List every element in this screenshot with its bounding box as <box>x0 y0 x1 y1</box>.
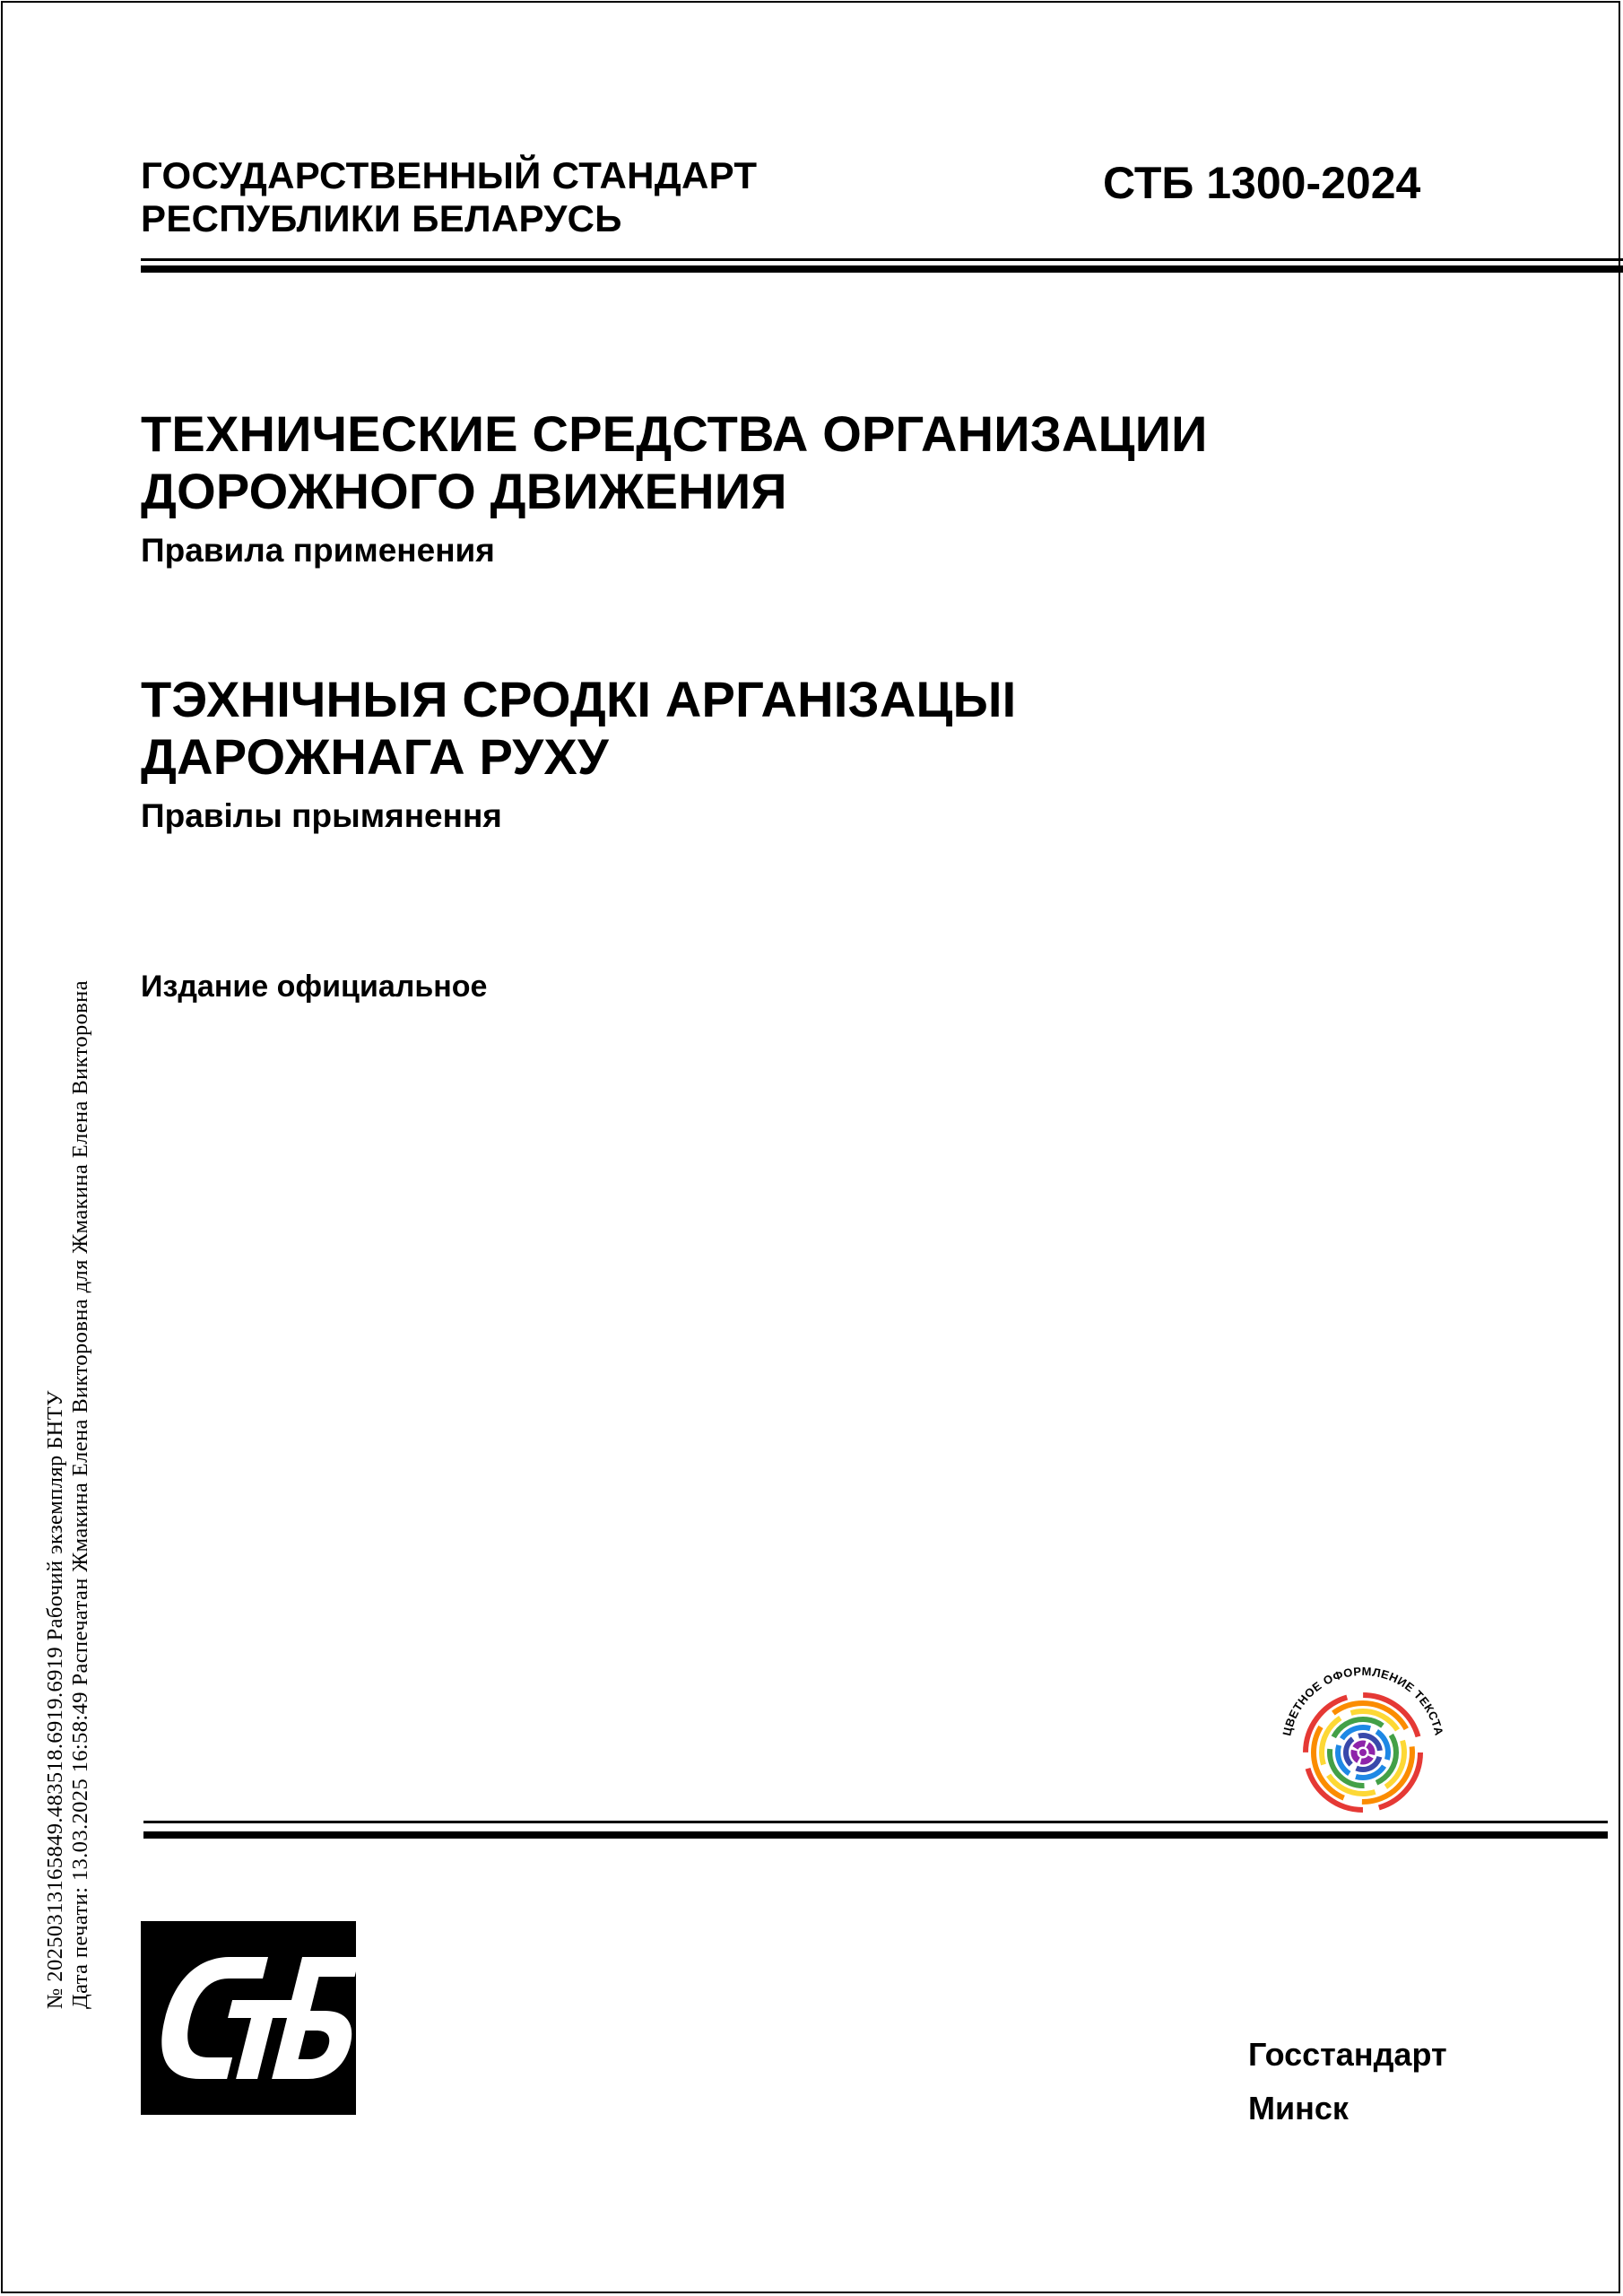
footer-rule-thin <box>143 1821 1608 1823</box>
seal-center-dot <box>1359 1749 1367 1756</box>
title-by-line2: ДАРОЖНАГА РУХУ <box>141 728 609 785</box>
standard-type-line2: РЕСПУБЛИКИ БЕЛАРУСЬ <box>141 197 622 239</box>
seal-text: ЦВЕТНОЕ ОФОРМЛЕНИЕ ТЕКСТА <box>1280 1664 1446 1737</box>
subtitle-by: Правілы прымянення <box>141 797 502 834</box>
standard-code: СТБ 1300-2024 <box>1103 158 1421 208</box>
stb-logo-mark <box>141 1921 356 2115</box>
title-ru-line1: ТЕХНИЧЕСКИЕ СРЕДСТВА ОРГАНИЗАЦИИ <box>141 405 1208 462</box>
footer-rule-thick <box>143 1831 1608 1839</box>
standard-type-line1: ГОСУДАРСТВЕННЫЙ СТАНДАРТ <box>141 154 758 196</box>
header-rule-thick <box>141 265 1623 273</box>
publisher-city: Минск <box>1248 2090 1349 2126</box>
title-by-line1: ТЭХНІЧНЫЯ СРОДКІ АРГАНІЗАЦЫІ <box>141 671 1017 727</box>
title-ru-line2: ДОРОЖНОГО ДВИЖЕНИЯ <box>141 463 787 519</box>
edition-note: Издание официальное <box>141 970 488 1004</box>
side-stamp-line2: Дата печати: 13.03.2025 16:58:49 Распечатан Жмакина Елена Викторовна для Жмакина Елена Викторовна <box>68 979 92 2009</box>
title-by <box>141 671 1016 786</box>
side-stamp <box>43 980 93 2009</box>
seal-rings <box>1306 1695 1420 1810</box>
publisher-name: Госстандарт <box>1248 2036 1447 2073</box>
stb-logo <box>141 1921 356 2115</box>
title-ru <box>141 405 1208 520</box>
subtitle-ru: Правила применения <box>141 532 495 569</box>
color-design-seal <box>1273 1659 1453 1839</box>
side-stamp-line1: № 20250313165849.483518.6919.6919 Рабочий экземпляр БНТУ <box>43 1390 67 2009</box>
standard-type <box>141 154 757 240</box>
header-rule-thin <box>141 258 1623 261</box>
